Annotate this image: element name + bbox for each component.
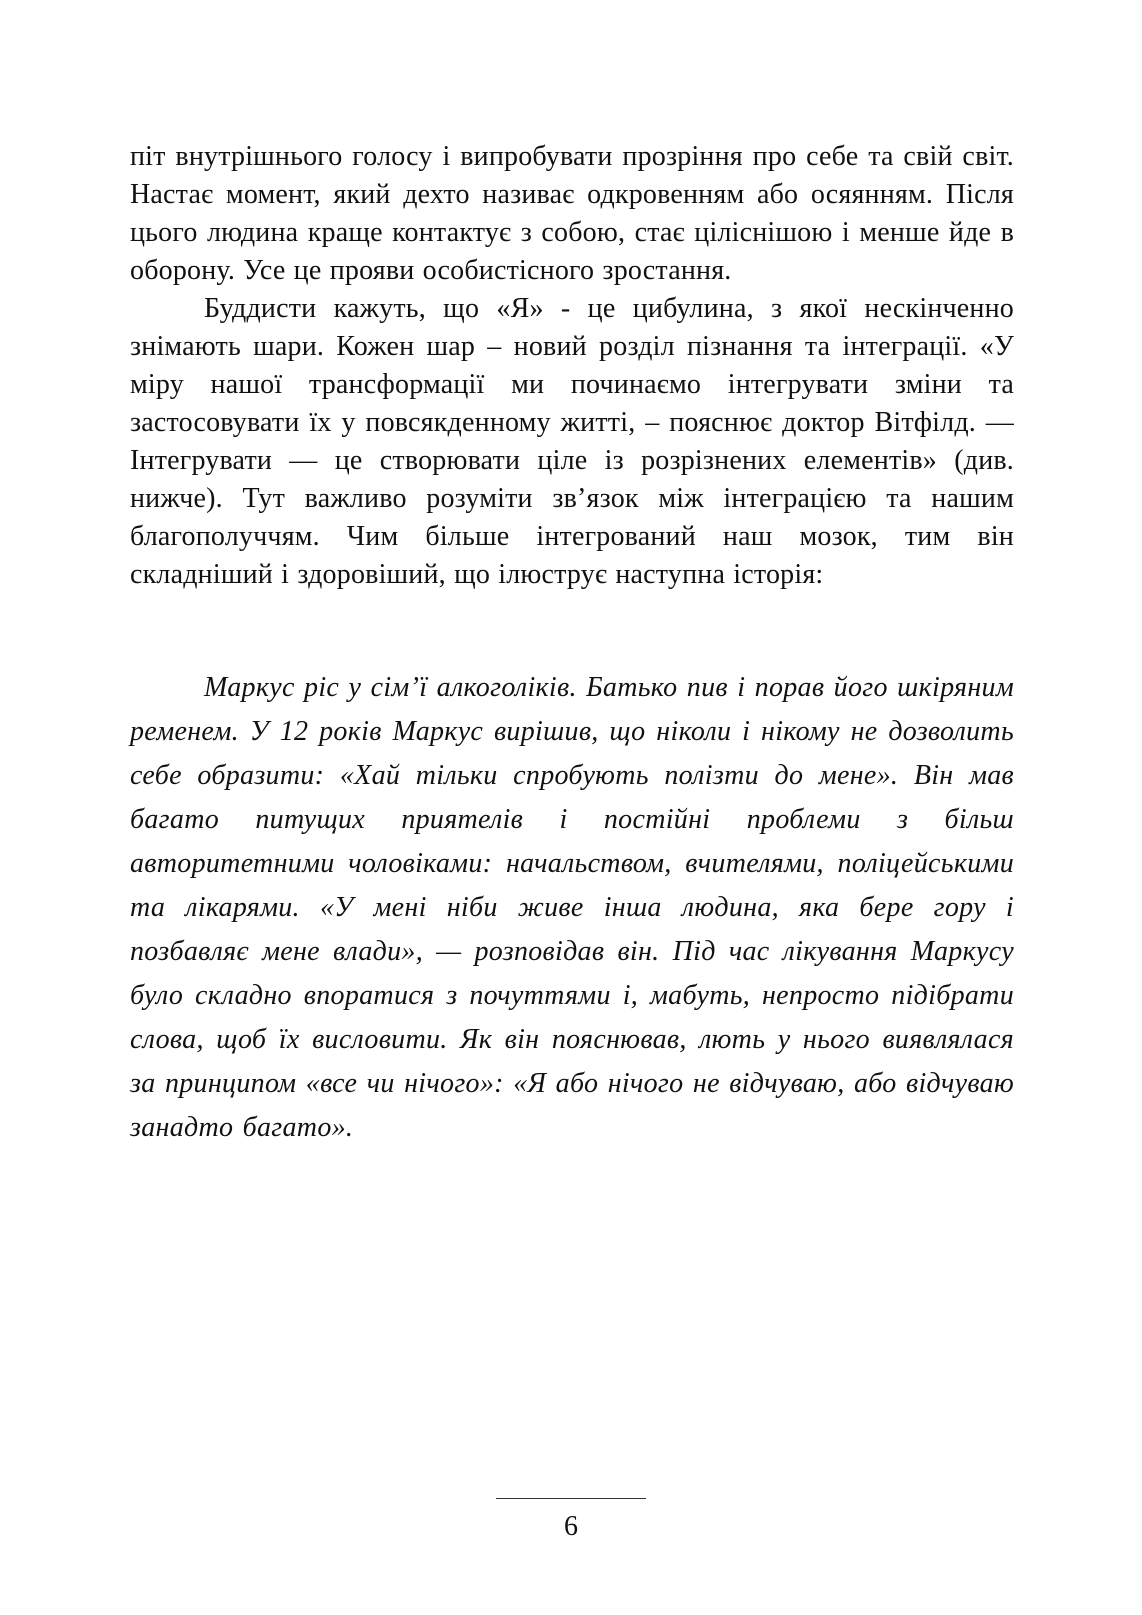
story-blockquote bbox=[130, 666, 1014, 1150]
footer-rule bbox=[496, 1498, 646, 1499]
main-text-block bbox=[130, 138, 1014, 594]
blockquote-paragraph: Маркус ріс у сім’ї алкоголіків. Батько пив і порав його шкіряним ременем. У 12 років Маркус вирішив, що ніколи і нікому не дозволить себе образити: «Хай тільки спробують полізти до мене». Він мав багато питущих приятелів і постійні проблеми з більш авторитетними чоловіками: начальством, вчителями, поліцейськими та лікарями. «У мені ніби живе інша людина, яка бере гору і позбавляє мене влади», — розповідав він. Під час лікування Маркусу було складно впоратися з почуттями і, мабуть, непросто підібрати слова, щоб їх висловити. Як він пояснював, лють у нього виявлялася за принципом «все чи нічого»: «Я або нічого не відчуваю, або відчуваю занадто багато». bbox=[130, 672, 1014, 1143]
body-paragraph: Буддисти кажуть, що «Я» - це цибулина, з якої нескінченно знімають шари. Кожен шар – новий розділ пізнання та інтеграції. «У міру нашої трансформації ми починаємо інтегрувати зміни та застосовувати їх у повсякденному житті, – пояснює доктор Вітфілд. — Інтегрувати — це створювати ціле із розрізнених елементів» (див. нижче). Тут важливо розуміти зв’язок між інтеграцією та нашим благополуччям. Чим більше інтегрований наш мозок, тим він складніший і здоровіший, що ілюструє наступна історія: bbox=[130, 293, 1014, 590]
page-number: 6 bbox=[564, 1511, 578, 1542]
body-paragraph-continuation: піт внутрішнього голосу і випробувати прозріння про себе та свій світ. Настає момент, який дехто називає одкровенням або осяянням. Після цього людина краще контактує з собою, стає ціліснішою і менше йде в оборону. Усе це прояви особистісного зростання. bbox=[130, 141, 1014, 286]
page-footer bbox=[0, 1498, 1142, 1543]
